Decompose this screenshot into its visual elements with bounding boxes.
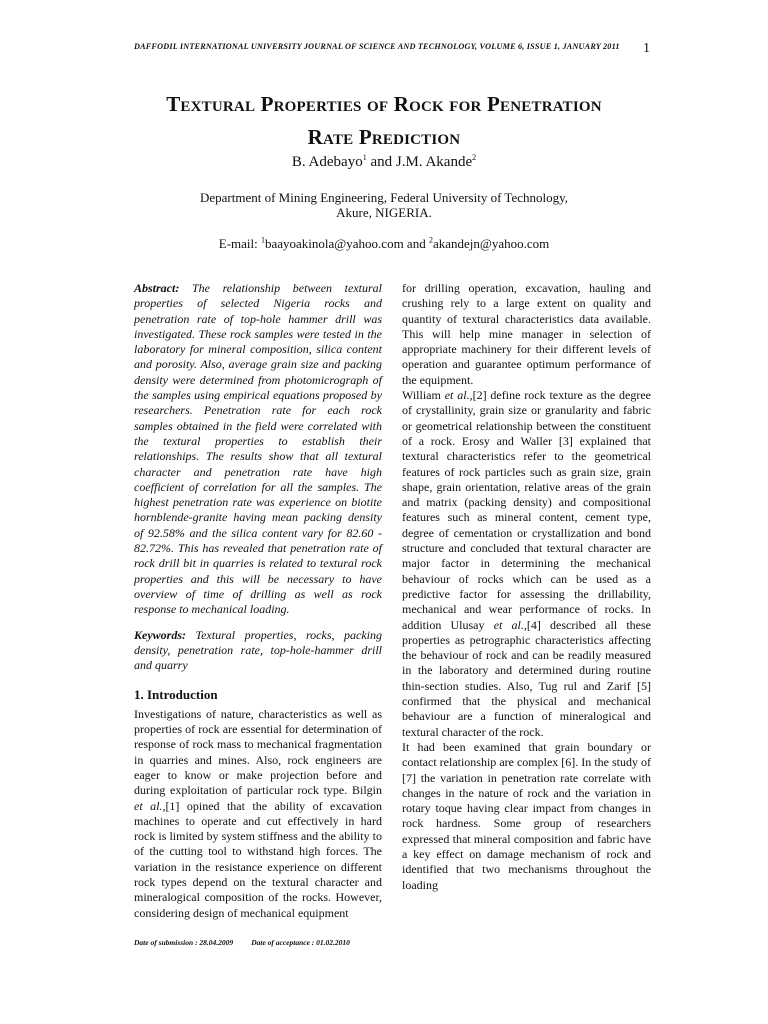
affiliation-line-2: Akure, NIGERIA. (336, 205, 432, 220)
section-heading-introduction: 1. Introduction (134, 687, 218, 703)
author-1: B. Adebayo (291, 154, 363, 170)
email-2: akandejn@yahoo.com (432, 236, 550, 251)
paper-title (80, 88, 688, 154)
author-line (150, 154, 618, 171)
email-prefix: E-mail: (218, 236, 261, 251)
submission-footnote (134, 938, 368, 947)
intro-text-3c: ,[4] described all these properties as petrographic characteristics affecting the behaviour of rock and can be readily measured in the laboratory and determined during routine thin-section studies. Also, Tug rul and Zarif [5] confirmed that the physical and mechanical behaviour are a function of mineralogical and textural character of the rock. (402, 617, 652, 739)
et-al-1: et al. (134, 798, 163, 813)
et-al-2: et al. (444, 388, 470, 403)
author-and: and J.M. Akande (366, 154, 473, 170)
abstract (134, 281, 382, 618)
keywords-label: Keywords: (134, 627, 186, 642)
running-header: DAFFODIL INTERNATIONAL UNIVERSITY JOURNAL OF SCIENCE AND TECHNOLOGY, VOLUME 6, ISSUE 1, JANUARY 2011 (134, 42, 620, 51)
title-line-1: Textural Properties of Rock for Penetration (166, 92, 602, 116)
intro-text-1a: Investigations of nature, characteristics as well as properties of rock are essential for determination of response of rock mass to mechanical fragmentation in quarries and mines. Also, rock engineers are eager to know or make projection before and during exploitation of particular rock type. Bilgin (134, 706, 382, 798)
abstract-text: The relationship between textural properties of selected Nigeria rocks and penetration rate of top-hole hammer drill was investigated. These rock samples were tested in the laboratory for mineral composition, silica content and porosity. Also, average grain size and packing density were determined from photomicrograph of the samples using empirical equations proposed by researchers. Penetration rate for each rock samples obtained in the field were correlated with the textural properties to establish their relationships. The results show that all textural character and penetration rate have high coefficient of correlation for all the samples. The highest penetration rate was experience on biotite hornblende-granite having mean packing density of 92.58% and the silica content vary for 82.60 - 82.72%. This has revealed that penetration rate of rock drill bit in quarries is related to textural rock properties and this will be necessary to have overview of time of drilling as well as rock response to mechanical loading. (134, 281, 382, 617)
submission-date: Date of submission : 28.04.2009 (134, 938, 234, 947)
abstract-label: Abstract: (134, 281, 180, 295)
email-2-sup: 2 (428, 235, 433, 245)
email-1-sup: 1 (261, 235, 265, 245)
author-1-sup: 1 (362, 153, 367, 162)
et-al-3: et al. (493, 617, 524, 632)
keywords-text: Textural properties, rocks, packing density, penetration rate, top-hole-hammer drill and quarry (134, 627, 382, 673)
acceptance-date: Date of acceptance : 01.02.2010 (251, 938, 350, 947)
intro-text-1b: ,[1] opined that the ability of excavation machines to operate and cut effectively in hard rock is limited by system stiffness and the ability to of the cutting tool to withstand high forces. The variation in the resistance experience on different rock types depend on the textural character and mineralogical composition of the rocks. However, considering design of mechanical equipment (134, 798, 382, 920)
intro-paragraph-4: It had been examined that grain boundary or contact relationship are complex [6]. In the study of [7] the variation in penetration rate correlate with changes in the nature of rock and the variation in rotary toque having clear impact from changes in rock hardness. Some group of researchers expressed that mineral composition and fabric have a key effect on damage mechanism of rock and identified that two mechanisms throughout the loading (402, 739, 651, 892)
right-column (402, 281, 651, 893)
author-2-sup: 2 (472, 153, 477, 162)
left-column (134, 281, 382, 921)
page-number: 1 (643, 41, 650, 56)
affiliation (150, 190, 618, 220)
title-line-2: Rate Prediction (307, 125, 461, 149)
intro-paragraph-3 (402, 388, 651, 740)
email-1: baayoakinola@yahoo.com and (265, 236, 429, 251)
intro-paragraph-1 (134, 707, 382, 921)
affiliation-line-1: Department of Mining Engineering, Federal University of Technology, (199, 190, 569, 205)
intro-text-3a: William (402, 388, 445, 403)
intro-paragraph-2: for drilling operation, excavation, hauling and crushing rely to a large extent on quality and quantity of textural characteristics data available. This will help mine manager in selection of appropriate machinery for their different levels of operation and guarantee optimum performance of the equipment. (402, 281, 651, 387)
email-line (150, 236, 618, 252)
keywords (134, 628, 382, 674)
intro-text-3b: ,[2] define rock texture as the degree of crystallinity, grain size or granularity and fabric or geometrical relationship between the constituent of a rock. Erosy and Waller [3] explained that textural characteristics refer to the geometrical features of rock particles such as grain size, grain shape, grain orientation, relative areas of the grain and matrix (packing density) and compositional features such as mineral content, cement type, degree of cementation or crystallization and bond structure and concluded that textural character are major factor in determining the mechanical behaviour of rocks which can be used as a predictive factor for assessing the drillability, mechanical and wear performance of rocks. In addition Ulusay (402, 388, 652, 632)
